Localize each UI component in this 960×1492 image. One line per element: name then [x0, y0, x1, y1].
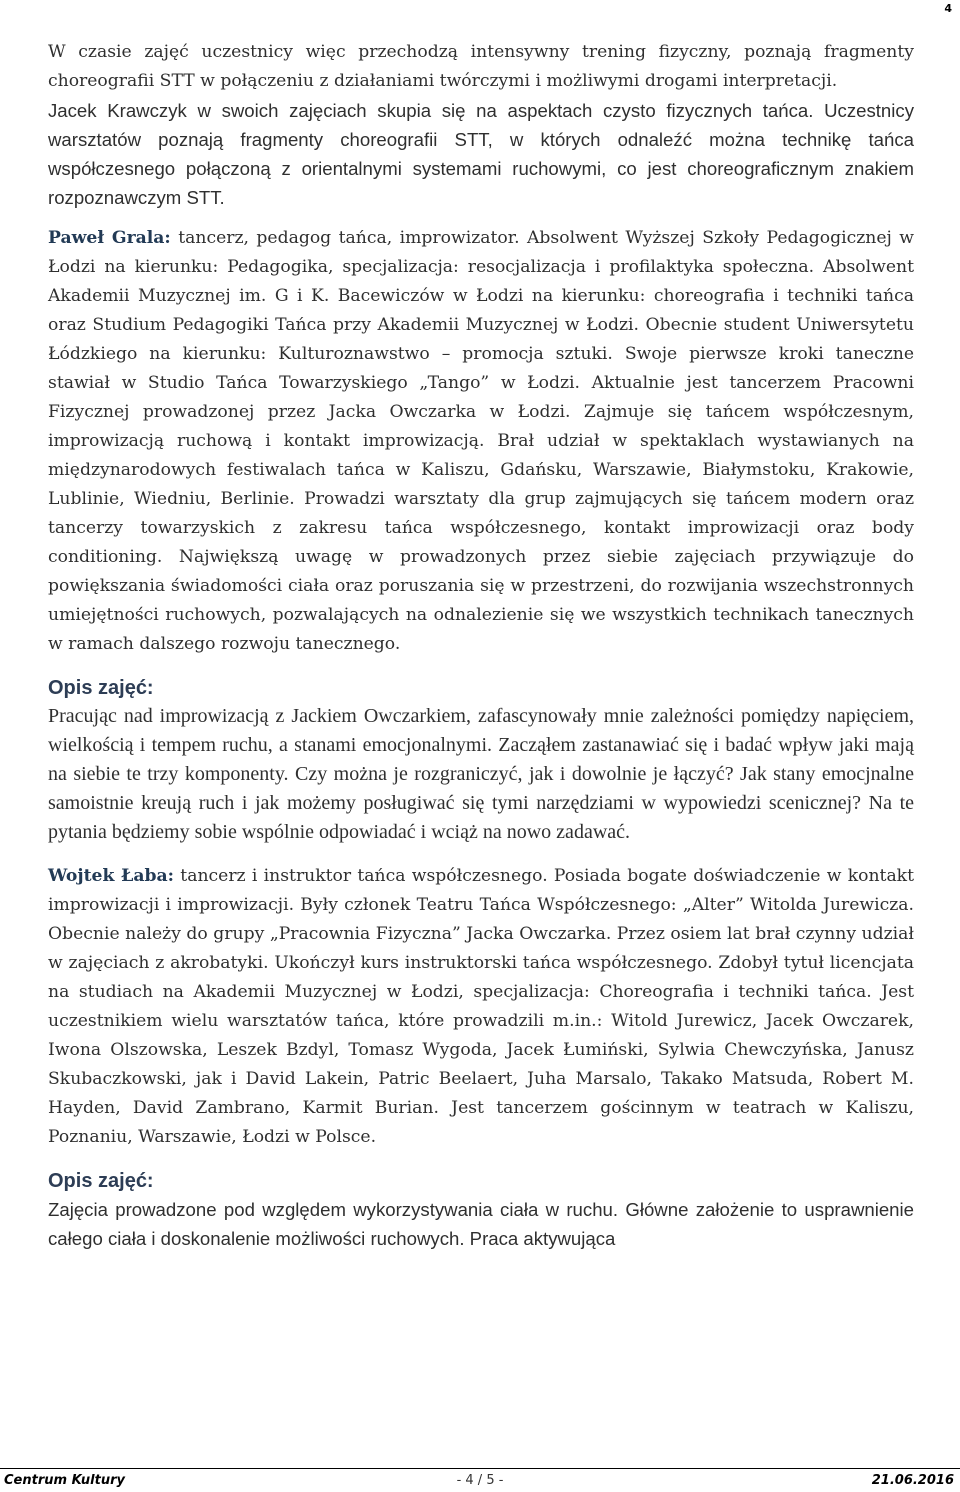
footer-date: 21.06.2016: [871, 1473, 954, 1488]
laba-bio-paragraph: [48, 862, 914, 1152]
intro-paragraph: W czasie zajęć uczestnicy więc przechodzą intensywny trening fizyczny, poznają fragmenty choreografii STT w połączeniu z działaniami twórczymi i możliwymi drogami interpretacji.: [48, 42, 914, 91]
krawczyk-paragraph: Jacek Krawczyk w swoich zajęciach skupia się na aspektach czysto fizycznych tańca. Uczestnicy warsztatów poznają fragmenty choreografii STT, w których odnaleźć można technikę tańca współczesnego połączoną z orientalnymi systemami ruchowymi, co jest choreograficznym znakiem rozpoznawczym STT.: [48, 100, 914, 208]
laba-bio-body: tancerz i instruktor tańca współczesnego. Posiada bogate doświadczenie w kontakt improwizacji i improwizacji. Były członek Teatru Tańca Współczesnego: „Alter” Witolda Jurewicza. Obecnie należy do grupy „Pracownia Fizyczna” Jacka Owczarka. Przez osiem lat brał czynny udział w zajęciach z akrobatyki. Ukończył kurs instruktorski tańca współczesnego. Zdobył tytuł licencjata na studiach na Akademii Muzycznej w Łodzi, specjalizacja: Choreografia i techniki tańca. Jest uczestnikiem wielu warsztatów tańca, które prowadzili m.in.: Witold Jurewicz, Jacek Owczarek, Iwona Olszowska, Leszek Bzdyl, Tomasz Wygoda, Jacek Łumiński, Sylwia Chewczyńska, Janusz Skubaczkowski, jak i David Lakein, Patric Beelaert, Juha Marsalo, Takako Matsuda, Robert M. Hayden, David Zambrano, Karmit Burian. Jest tancerzem gościnnym w teatrach w Kaliszu, Poznaniu, Warszawie, Łodzi w Polsce.: [48, 866, 915, 1147]
section-heading-opis-1: Opis zajęć:: [48, 677, 154, 699]
page-footer: [0, 1468, 960, 1492]
section-heading-opis-2: Opis zajęć:: [48, 1170, 154, 1192]
laba-name: Wojtek Łaba:: [48, 866, 175, 886]
grala-bio-paragraph: [48, 224, 914, 659]
document-body: [48, 38, 914, 1253]
opis-2-paragraph: Zajęcia prowadzone pod względem wykorzystywania ciała w ruchu. Główne założenie to usprawnienie całego ciała i doskonalenie możliwości ruchowych. Praca aktywująca: [48, 1199, 914, 1249]
grala-bio-body: Absolwent Wyższej Szkoły Pedagogicznej w Łodzi na kierunku: Pedagogika, specjalizacja: resocjalizacja i profilaktyka społeczna. Absolwent Akademii Muzycznej im. G i K. Bacewiczów w Łodzi na kierunku: choreografia i techniki tańca oraz Studium Pedagogiki Tańca przy Akademii Muzycznej w Łodzi. Obecnie student Uniwersytetu Łódzkiego na kierunku: Kulturoznawstwo – promocja sztuki. Swoje pierwsze kroki taneczne stawiał w Studio Tańca Towarzyskiego „Tango” w Łodzi. Aktualnie jest tancerzem Pracowni Fizycznej prowadzonej przez Jacka Owczarka w Łodzi. Zajmuje się tańcem współczesnym, improwizacją ruchową i kontakt improwizacją. Brał udział w spektaklach wystawianych na międzynarodowych festiwalach tańca w Kaliszu, Gdańsku, Warszawie, Białymstoku, Krakowie, Lublinie, Wiedniu, Berlinie. Prowadzi warsztaty dla grup zajmujących się tańcem modern oraz tancerzy towarzyskich z zakresu tańca współczesnego, kontakt improwizacji oraz body conditioning. Największą uwagę w prowadzonych przez siebie zajęciach przywiązuje do powiększania świadomości ciała oraz poruszania się w przestrzeni, do rozwijania wszechstronnych umiejętności ruchowych, pozwalających na odnalezienie się we wszystkich technikach tanecznych w ramach dalszego rozwoju tanecznego.: [48, 228, 915, 654]
footer-pagination: - 4 / 5 -: [456, 1473, 504, 1488]
footer-organization: Centrum Kultury: [4, 1473, 125, 1488]
page-number: 4: [944, 2, 952, 15]
grala-name: Paweł Grala:: [48, 228, 171, 248]
grala-bio-lead: tancerz, pedagog tańca, improwizator.: [170, 228, 527, 248]
opis-1-paragraph: Pracując nad improwizacją z Jackiem Owczarkiem, zafascynowały mnie zależności pomiędzy napięciem, wielkością i tempem ruchu, a stanami emocjonalnymi. Zacząłem zastanawiać się i badać wpływ jaki mają na siebie te trzy komponenty. Czy można je rozgraniczyć, jak i dowolnie je łączyć? Jak stany emocjnalne samoistnie kreują ruch i jak możemy posługiwać się tymi narzędziami w wypowiedzi scenicznej? Na te pytania będziemy sobie wspólnie odpowiadać i wciąż na nowo zadawać.: [48, 705, 914, 843]
